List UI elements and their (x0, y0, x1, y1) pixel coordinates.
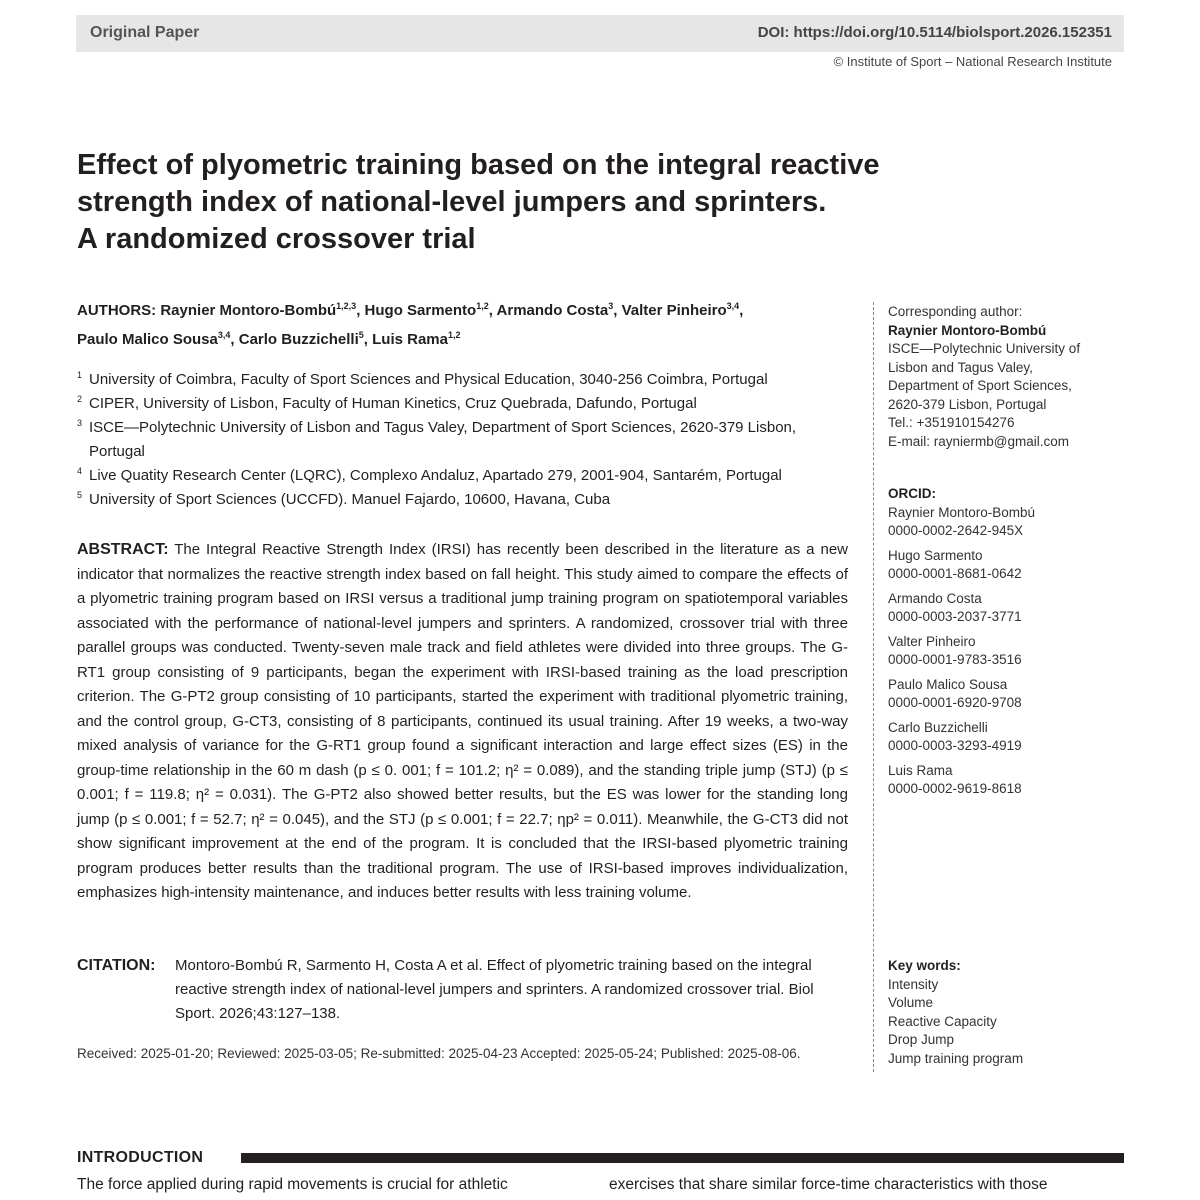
affiliation-item (77, 368, 852, 392)
author-affiliation: 1,2,3 (336, 301, 357, 311)
introduction-heading: INTRODUCTION (77, 1149, 204, 1166)
orcid-entry (888, 719, 1118, 756)
affiliation-text: CIPER, University of Lisbon, Faculty of Human Kinetics, Cruz Quebrada, Dafundo, Portugal (89, 395, 697, 412)
orcid-id[interactable]: 0000-0001-9783-3516 (888, 652, 1022, 667)
keyword-item: Reactive Capacity (888, 1013, 997, 1029)
orcid-id[interactable]: 0000-0002-2642-945X (888, 523, 1024, 538)
orcid-label: ORCID: (888, 486, 936, 501)
orcid-id[interactable]: 0000-0003-2037-3771 (888, 609, 1022, 624)
affiliation-item (77, 464, 852, 488)
author-affiliation: 3 (608, 301, 614, 311)
author-name: Luis Rama (372, 331, 448, 348)
title-line: Effect of plyometric training based on the integral reactive (77, 149, 880, 181)
author-list-content: Raynier Montoro-Bombú$^{1,2,3}$, Hugo Sarmento$^{1,2}$, Armando Costa$^3$, Valter Pinheiro$^{3,4}$, Paulo Malico Sousa$^{3,4}$, Carlo Buzzichelli$^5$, Luis Rama$^{1,2}$ (77, 301, 744, 348)
orcid-list (888, 485, 1118, 805)
orcid-name: Paulo Malico Sousa (888, 676, 1008, 692)
sidebar-divider (873, 302, 875, 1072)
corresponding-line: Department of Sport Sciences, (888, 378, 1072, 393)
orcid-entry (888, 633, 1118, 670)
orcid-id[interactable]: 0000-0001-8681-0642 (888, 566, 1022, 581)
affiliation-number: 3 (77, 418, 83, 428)
title-line: strength index of national-level jumpers and sprinters. (77, 186, 827, 218)
orcid-id[interactable]: 0000-0002-9619-8618 (888, 781, 1022, 796)
orcid-name: Carlo Buzzichelli (888, 719, 988, 735)
affiliation-item (77, 392, 852, 416)
keyword-item: Drop Jump (888, 1032, 955, 1047)
author-affiliation: 3,4 (217, 330, 231, 340)
abstract (77, 538, 848, 906)
author-affiliation: 5 (358, 330, 364, 340)
affiliation-number: 1 (77, 370, 83, 380)
corresponding-phone: Tel.: +351910154276 (888, 415, 1015, 430)
orcid-id[interactable]: 0000-0003-3293-4919 (888, 738, 1022, 753)
orcid-name: Armando Costa (888, 590, 982, 606)
copyright-notice: © Institute of Sport – National Research Institute (833, 54, 1112, 69)
keyword-item: Intensity (888, 976, 939, 992)
corresponding-line: Lisbon and Tagus Valey, (888, 359, 1033, 375)
corresponding-line: ISCE—Polytechnic University of (888, 341, 1081, 356)
orcid-entry (888, 547, 1118, 584)
orcid-name: Valter Pinheiro (888, 633, 976, 649)
doi-link[interactable]: DOI: https://doi.org/10.5114/biolsport.2026.152351 (757, 24, 1112, 41)
orcid-name: Luis Rama (888, 762, 953, 778)
author-affiliation: 1,2 (447, 330, 461, 340)
keywords-label: Key words: (888, 958, 961, 973)
introduction-text-left: The force applied during rapid movements is crucial for athletic (77, 1176, 508, 1193)
keyword-item: Volume (888, 995, 934, 1010)
introduction-text-right: exercises that share similar force-time characteristics with those (609, 1176, 1048, 1193)
orcid-entry (888, 676, 1118, 713)
author-name: Raynier Montoro-Bombú (160, 302, 337, 319)
citation (77, 954, 848, 1026)
article-type-label: Original Paper (90, 24, 200, 41)
author-name: Valter Pinheiro (621, 302, 727, 319)
author-name: Hugo Sarmento (364, 302, 477, 319)
affiliation-number: 5 (77, 490, 83, 500)
paper-title (77, 147, 1027, 258)
abstract-text: The Integral Reactive Strength Index (IRSI) has recently been described in the literature as a new indicator that normalizes the reactive strength index based on fall height. This study aimed to compare the effects of a plyometric training program based on IRSI versus a traditional jump training program on spatiotemporal variables associated with the performance of national-level jumpers and sprinters. A randomized, crossover trial with three parallel groups was conducted. Twenty-seven male track and field athletes were divided into three groups. The G-RT1 group consisting of 9 participants, began the experiment with IRSI-based training as the load prescription criterion. The G-PT2 group consisting of 10 participants, started the experiment with traditional plyometric training, and the control group, G-CT3, consisting of 8 participants, continued its usual training. After 19 weeks, a two-way mixed analysis of variance for the G-RT1 group found a significant interaction and large effect sizes (ES) in the group-time relationship in the 60 m dash (p ≤ 0. 001; f = 101.2; η² = 0.089), and the standing triple jump (STJ) (p ≤ 0.001; f = 119.8; η² = 0.031). The G-PT2 also showed better results, but the ES was lower for the standing long jump (p ≤ 0.001; f = 52.7; η² = 0.045), and the STJ (p ≤ 0.001; f = 22.7; ηp² = 0.011). Meanwhile, the G-CT3 did not show significant improvement at the end of the program. It is concluded that the IRSI-based plyometric training program produces better results than the traditional program. The use of IRSI-based improves individualization, emphasizes high-intensity maintenance, and induces better results with less training volume. (77, 541, 848, 901)
abstract-label: ABSTRACT: (77, 541, 169, 558)
author-affiliation: 3,4 (726, 301, 740, 311)
publication-dates: Received: 2025-01-20; Reviewed: 2025-03-05; Re-submitted: 2025-04-23 Accepted: 2025-05-24; Published: 2025-08-06. (77, 1046, 801, 1061)
authors-label: AUTHORS: (77, 302, 157, 319)
orcid-entry (888, 762, 1118, 799)
author-list (77, 294, 857, 352)
citation-text: Montoro-Bombú R, Sarmento H, Costa A et al. Effect of plyometric training based on the integral reactive strength index of national-level jumpers and sprinters. A randomized crossover trial. Biol Sport. 2026;43:127–138. (175, 957, 814, 1022)
orcid-name: Hugo Sarmento (888, 547, 983, 563)
orcid-name: Raynier Montoro-Bombú (888, 504, 1036, 520)
affiliation-item (77, 416, 852, 464)
orcid-entry (888, 504, 1118, 541)
affiliation-text: ISCE—Polytechnic University of Lisbon and Tagus Valey, Department of Sport Sciences, 2620-379 Lisbon, Portugal (89, 419, 797, 460)
corresponding-email[interactable]: E-mail: rayniermb@gmail.com (888, 433, 1069, 449)
author-name: Carlo Buzzichelli (238, 331, 359, 348)
affiliations-list (77, 368, 852, 512)
affiliation-number: 2 (77, 394, 83, 404)
author-affiliation: 1,2 (476, 301, 489, 311)
orcid-entry (888, 590, 1118, 627)
orcid-id[interactable]: 0000-0001-6920-9708 (888, 695, 1022, 710)
affiliation-text: University of Coimbra, Faculty of Sport Sciences and Physical Education, 3040-256 Coimbra, Portugal (89, 371, 768, 388)
affiliation-text: Live Quatity Research Center (LQRC), Complexo Andaluz, Apartado 279, 2001-904, Santarém, Portugal (89, 467, 782, 484)
author-name: Armando Costa (496, 302, 609, 319)
affiliation-text: University of Sport Sciences (UCCFD). Manuel Fajardo, 10600, Havana, Cuba (89, 491, 611, 508)
introduction-rule (241, 1153, 1124, 1163)
citation-label: CITATION: (77, 957, 156, 974)
affiliation-item (77, 488, 852, 512)
corresponding-line: 2620-379 Lisbon, Portugal (888, 396, 1047, 412)
keywords (888, 957, 1118, 1068)
keyword-item: Jump training program (888, 1050, 1024, 1066)
corresponding-name: Raynier Montoro-Bombú (888, 322, 1047, 338)
affiliation-number: 4 (77, 466, 83, 476)
author-name: Paulo Malico Sousa (77, 331, 218, 348)
title-line: A randomized crossover trial (77, 223, 476, 255)
corresponding-label: Corresponding author: (888, 304, 1023, 319)
corresponding-author (888, 303, 1118, 451)
